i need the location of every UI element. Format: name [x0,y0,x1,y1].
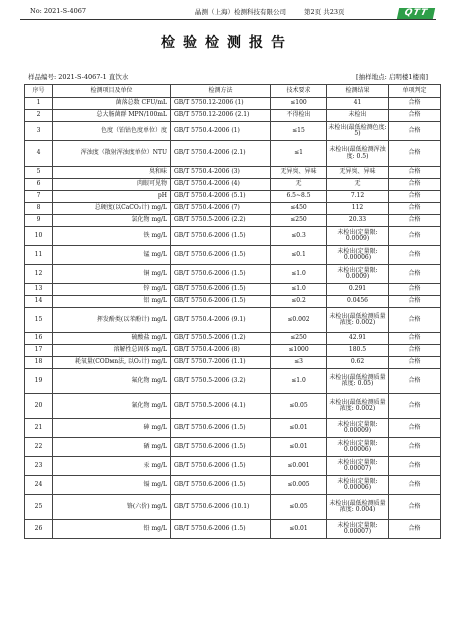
table-row [25,265,441,284]
table-header-row [25,85,441,98]
cell-row-number: 1 [25,98,53,110]
cell-verdict: 合格 [389,110,441,122]
cell-method: GB/T 5750.6-2006 (1.5) [171,476,271,495]
cell-verdict: 合格 [389,476,441,495]
table-row [25,167,441,179]
cell-row-number: 10 [25,227,53,246]
table-row [25,179,441,191]
header-item: 检测项目及单位 [53,85,171,98]
cell-item-name: 氰化物 mg/L [53,394,171,419]
report-title: 检验检测报告 [161,35,293,51]
report-number: No: 2021-S-4067 [30,7,87,15]
cell-row-number: 13 [25,284,53,296]
cell-item-name: pH [53,191,171,203]
cell-method: GB/T 5750.5-2006 (1.2) [171,333,271,345]
cell-item-name: 肉眼可见物 [53,179,171,191]
cell-requirement: 不得检出 [271,110,327,122]
cell-verdict: 合格 [389,227,441,246]
cell-item-name: 铅 mg/L [53,520,171,539]
table-row [25,345,441,357]
cell-result: 未检出(定量限: 0.0009) [327,265,389,284]
cell-row-number: 2 [25,110,53,122]
cell-item-name: 铬(六价) mg/L [53,495,171,520]
cell-requirement: ≤0.01 [271,520,327,539]
cell-result: 7.12 [327,191,389,203]
cell-method: GB/T 5750.4-2006 (8) [171,345,271,357]
cell-requirement: ≤15 [271,122,327,141]
cell-result: 未检出(定量限: 0.00007) [327,520,389,539]
cell-row-number: 21 [25,419,53,438]
table-row [25,457,441,476]
table-row [25,203,441,215]
cell-item-name: 菌落总数 CFU/mL [53,98,171,110]
cell-row-number: 6 [25,179,53,191]
cell-row-number: 23 [25,457,53,476]
cell-item-name: 铝 mg/L [53,296,171,308]
cell-requirement: ≤1.0 [271,369,327,394]
cell-item-name: 臭和味 [53,167,171,179]
cell-verdict: 合格 [389,345,441,357]
cell-requirement: ≤0.2 [271,296,327,308]
header-divider [20,19,436,20]
table-row [25,369,441,394]
cell-method: GB/T 5750.6-2006 (1.5) [171,284,271,296]
table-row [25,246,441,265]
cell-verdict: 合格 [389,369,441,394]
cell-verdict: 合格 [389,98,441,110]
table-row [25,419,441,438]
cell-row-number: 8 [25,203,53,215]
cell-row-number: 26 [25,520,53,539]
cell-verdict: 合格 [389,357,441,369]
cell-requirement: ≤1000 [271,345,327,357]
table-row [25,141,441,167]
cell-requirement: ≤0.01 [271,419,327,438]
cell-verdict: 合格 [389,308,441,333]
cell-verdict: 合格 [389,191,441,203]
cell-item-name: 耗氧量(CODмn法, 以O₂计) mg/L [53,357,171,369]
cell-result: 180.5 [327,345,389,357]
cell-row-number: 4 [25,141,53,167]
cell-result: 未检出(定量限: 0.00006) [327,246,389,265]
cell-item-name: 氟化物 mg/L [53,369,171,394]
table-row [25,191,441,203]
cell-row-number: 15 [25,308,53,333]
cell-result: 未检出(最低检测质量浓度: 0.004) [327,495,389,520]
table-row [25,476,441,495]
cell-row-number: 18 [25,357,53,369]
cell-verdict: 合格 [389,495,441,520]
company-logo: QTT [397,8,435,19]
cell-requirement: 无 [271,179,327,191]
cell-result: 0.62 [327,357,389,369]
cell-method: GB/T 5750.6-2006 (1.5) [171,265,271,284]
cell-item-name: 总硬度(以CaCO₃计) mg/L [53,203,171,215]
sample-number: 样品编号: 2021-S-4067-1 直饮水 [28,73,129,81]
cell-requirement: ≤3 [271,357,327,369]
cell-verdict: 合格 [389,333,441,345]
cell-item-name: 铜 mg/L [53,265,171,284]
cell-verdict: 合格 [389,141,441,167]
page-info: 第2页 共23页 [304,8,345,16]
cell-item-name: 铁 mg/L [53,227,171,246]
cell-requirement: ≤250 [271,215,327,227]
cell-requirement: ≤0.1 [271,246,327,265]
cell-method: GB/T 5750.6-2006 (1.5) [171,246,271,265]
cell-verdict: 合格 [389,394,441,419]
cell-method: GB/T 5750.4-2006 (2.1) [171,141,271,167]
results-table [24,84,441,539]
table-row [25,438,441,457]
cell-requirement: ≤450 [271,203,327,215]
table-row [25,227,441,246]
cell-result: 未检出(定量限: 0.0009) [327,227,389,246]
company-name: 晶测（上海）检测科技有限公司 [195,8,286,16]
cell-verdict: 合格 [389,419,441,438]
cell-requirement: ≤0.3 [271,227,327,246]
sample-meta [28,72,428,82]
cell-method: GB/T 5750.6-2006 (1.5) [171,419,271,438]
cell-row-number: 12 [25,265,53,284]
cell-result: 无 [327,179,389,191]
cell-row-number: 17 [25,345,53,357]
cell-requirement: ≤1.0 [271,284,327,296]
cell-verdict: 合格 [389,179,441,191]
cell-verdict: 合格 [389,457,441,476]
cell-result: 41 [327,98,389,110]
header-verdict: 单项判定 [389,85,441,98]
cell-row-number: 3 [25,122,53,141]
cell-item-name: 溶解性总固体 mg/L [53,345,171,357]
cell-method: GB/T 5750.7-2006 (1.1) [171,357,271,369]
header-method: 检测方法 [171,85,271,98]
cell-item-name: 色度（铂钴色度单位）度 [53,122,171,141]
table-row [25,296,441,308]
table-row [25,98,441,110]
cell-item-name: 硫酸盐 mg/L [53,333,171,345]
cell-method: GB/T 5750.5-2006 (2.2) [171,215,271,227]
cell-verdict: 合格 [389,296,441,308]
cell-row-number: 14 [25,296,53,308]
cell-requirement: ≤0.01 [271,438,327,457]
cell-result: 未检出 [327,110,389,122]
cell-row-number: 22 [25,438,53,457]
cell-verdict: 合格 [389,215,441,227]
table-row [25,308,441,333]
cell-result: 未检出(定量限: 0.00007) [327,457,389,476]
cell-requirement: ≤100 [271,98,327,110]
cell-requirement: 无异臭、异味 [271,167,327,179]
table-row [25,357,441,369]
cell-item-name: 汞 mg/L [53,457,171,476]
cell-result: 112 [327,203,389,215]
cell-item-name: 总大肠菌群 MPN/100mL [53,110,171,122]
cell-verdict: 合格 [389,167,441,179]
cell-requirement: 6.5~8.5 [271,191,327,203]
cell-row-number: 24 [25,476,53,495]
cell-verdict: 合格 [389,284,441,296]
cell-method: GB/T 5750.6-2006 (1.5) [171,296,271,308]
cell-result: 未检出(定量限: 0.00006) [327,438,389,457]
cell-row-number: 9 [25,215,53,227]
cell-verdict: 合格 [389,520,441,539]
cell-requirement: ≤0.002 [271,308,327,333]
cell-result: 未检出(最低检测质量浓度: 0.05) [327,369,389,394]
cell-requirement: ≤0.05 [271,495,327,520]
cell-result: 未检出(最低检测色度: 5) [327,122,389,141]
cell-method: GB/T 5750.6-2006 (1.5) [171,227,271,246]
cell-result: 未检出(定量限: 0.00006) [327,476,389,495]
cell-result: 未检出(最低检测浑浊度: 0.5) [327,141,389,167]
cell-method: GB/T 5750.6-2006 (10.1) [171,495,271,520]
cell-requirement: ≤1.0 [271,265,327,284]
cell-method: GB/T 5750.4-2006 (9.1) [171,308,271,333]
table-row [25,215,441,227]
cell-row-number: 7 [25,191,53,203]
cell-method: GB/T 5750.12-2006 (2.1) [171,110,271,122]
cell-method: GB/T 5750.6-2006 (1.5) [171,520,271,539]
cell-method: GB/T 5750.5-2006 (3.2) [171,369,271,394]
cell-method: GB/T 5750.5-2006 (4.1) [171,394,271,419]
cell-method: GB/T 5750.6-2006 (1.5) [171,457,271,476]
table-row [25,110,441,122]
table-row [25,284,441,296]
cell-verdict: 合格 [389,438,441,457]
cell-verdict: 合格 [389,122,441,141]
cell-item-name: 砷 mg/L [53,419,171,438]
cell-method: GB/T 5750.12-2006 (1) [171,98,271,110]
cell-row-number: 5 [25,167,53,179]
cell-verdict: 合格 [389,203,441,215]
cell-method: GB/T 5750.4-2006 (4) [171,179,271,191]
cell-row-number: 16 [25,333,53,345]
cell-method: GB/T 5750.4-2006 (5.1) [171,191,271,203]
cell-row-number: 19 [25,369,53,394]
cell-method: GB/T 5750.4-2006 (3) [171,167,271,179]
cell-row-number: 11 [25,246,53,265]
cell-result: 无异臭、异味 [327,167,389,179]
header-no: 序号 [25,85,53,98]
cell-verdict: 合格 [389,246,441,265]
table-row [25,520,441,539]
cell-result: 0.0456 [327,296,389,308]
table-row [25,495,441,520]
cell-result: 未检出(定量限: 0.00009) [327,419,389,438]
cell-requirement: ≤0.001 [271,457,327,476]
cell-item-name: 镉 mg/L [53,476,171,495]
cell-item-name: 浑浊度（散射浑浊度单位）NTU [53,141,171,167]
table-row [25,394,441,419]
header-result: 检测结果 [327,85,389,98]
table-row [25,333,441,345]
cell-requirement: ≤0.05 [271,394,327,419]
cell-method: GB/T 5750.4-2006 (1) [171,122,271,141]
cell-result: 未检出(最低检测质量浓度: 0.002) [327,394,389,419]
cell-row-number: 20 [25,394,53,419]
cell-requirement: ≤1 [271,141,327,167]
cell-method: GB/T 5750.4-2006 (7) [171,203,271,215]
cell-result: 42.91 [327,333,389,345]
cell-item-name: 氯化物 mg/L [53,215,171,227]
cell-item-name: 硒 mg/L [53,438,171,457]
cell-item-name: 锰 mg/L [53,246,171,265]
sampling-place: [抽样地点: 启明楼1楼南] [356,73,428,81]
cell-item-name: 锌 mg/L [53,284,171,296]
header-requirement: 技术要求 [271,85,327,98]
cell-requirement: ≤0.005 [271,476,327,495]
cell-item-name: 挥发酚类(以苯酚计) mg/L [53,308,171,333]
report-header [20,5,436,19]
cell-result: 未检出(最低检测质量浓度: 0.002) [327,308,389,333]
table-row [25,122,441,141]
cell-verdict: 合格 [389,265,441,284]
cell-result: 20.33 [327,215,389,227]
cell-row-number: 25 [25,495,53,520]
cell-result: 0.291 [327,284,389,296]
cell-requirement: ≤250 [271,333,327,345]
cell-method: GB/T 5750.6-2006 (1.5) [171,438,271,457]
